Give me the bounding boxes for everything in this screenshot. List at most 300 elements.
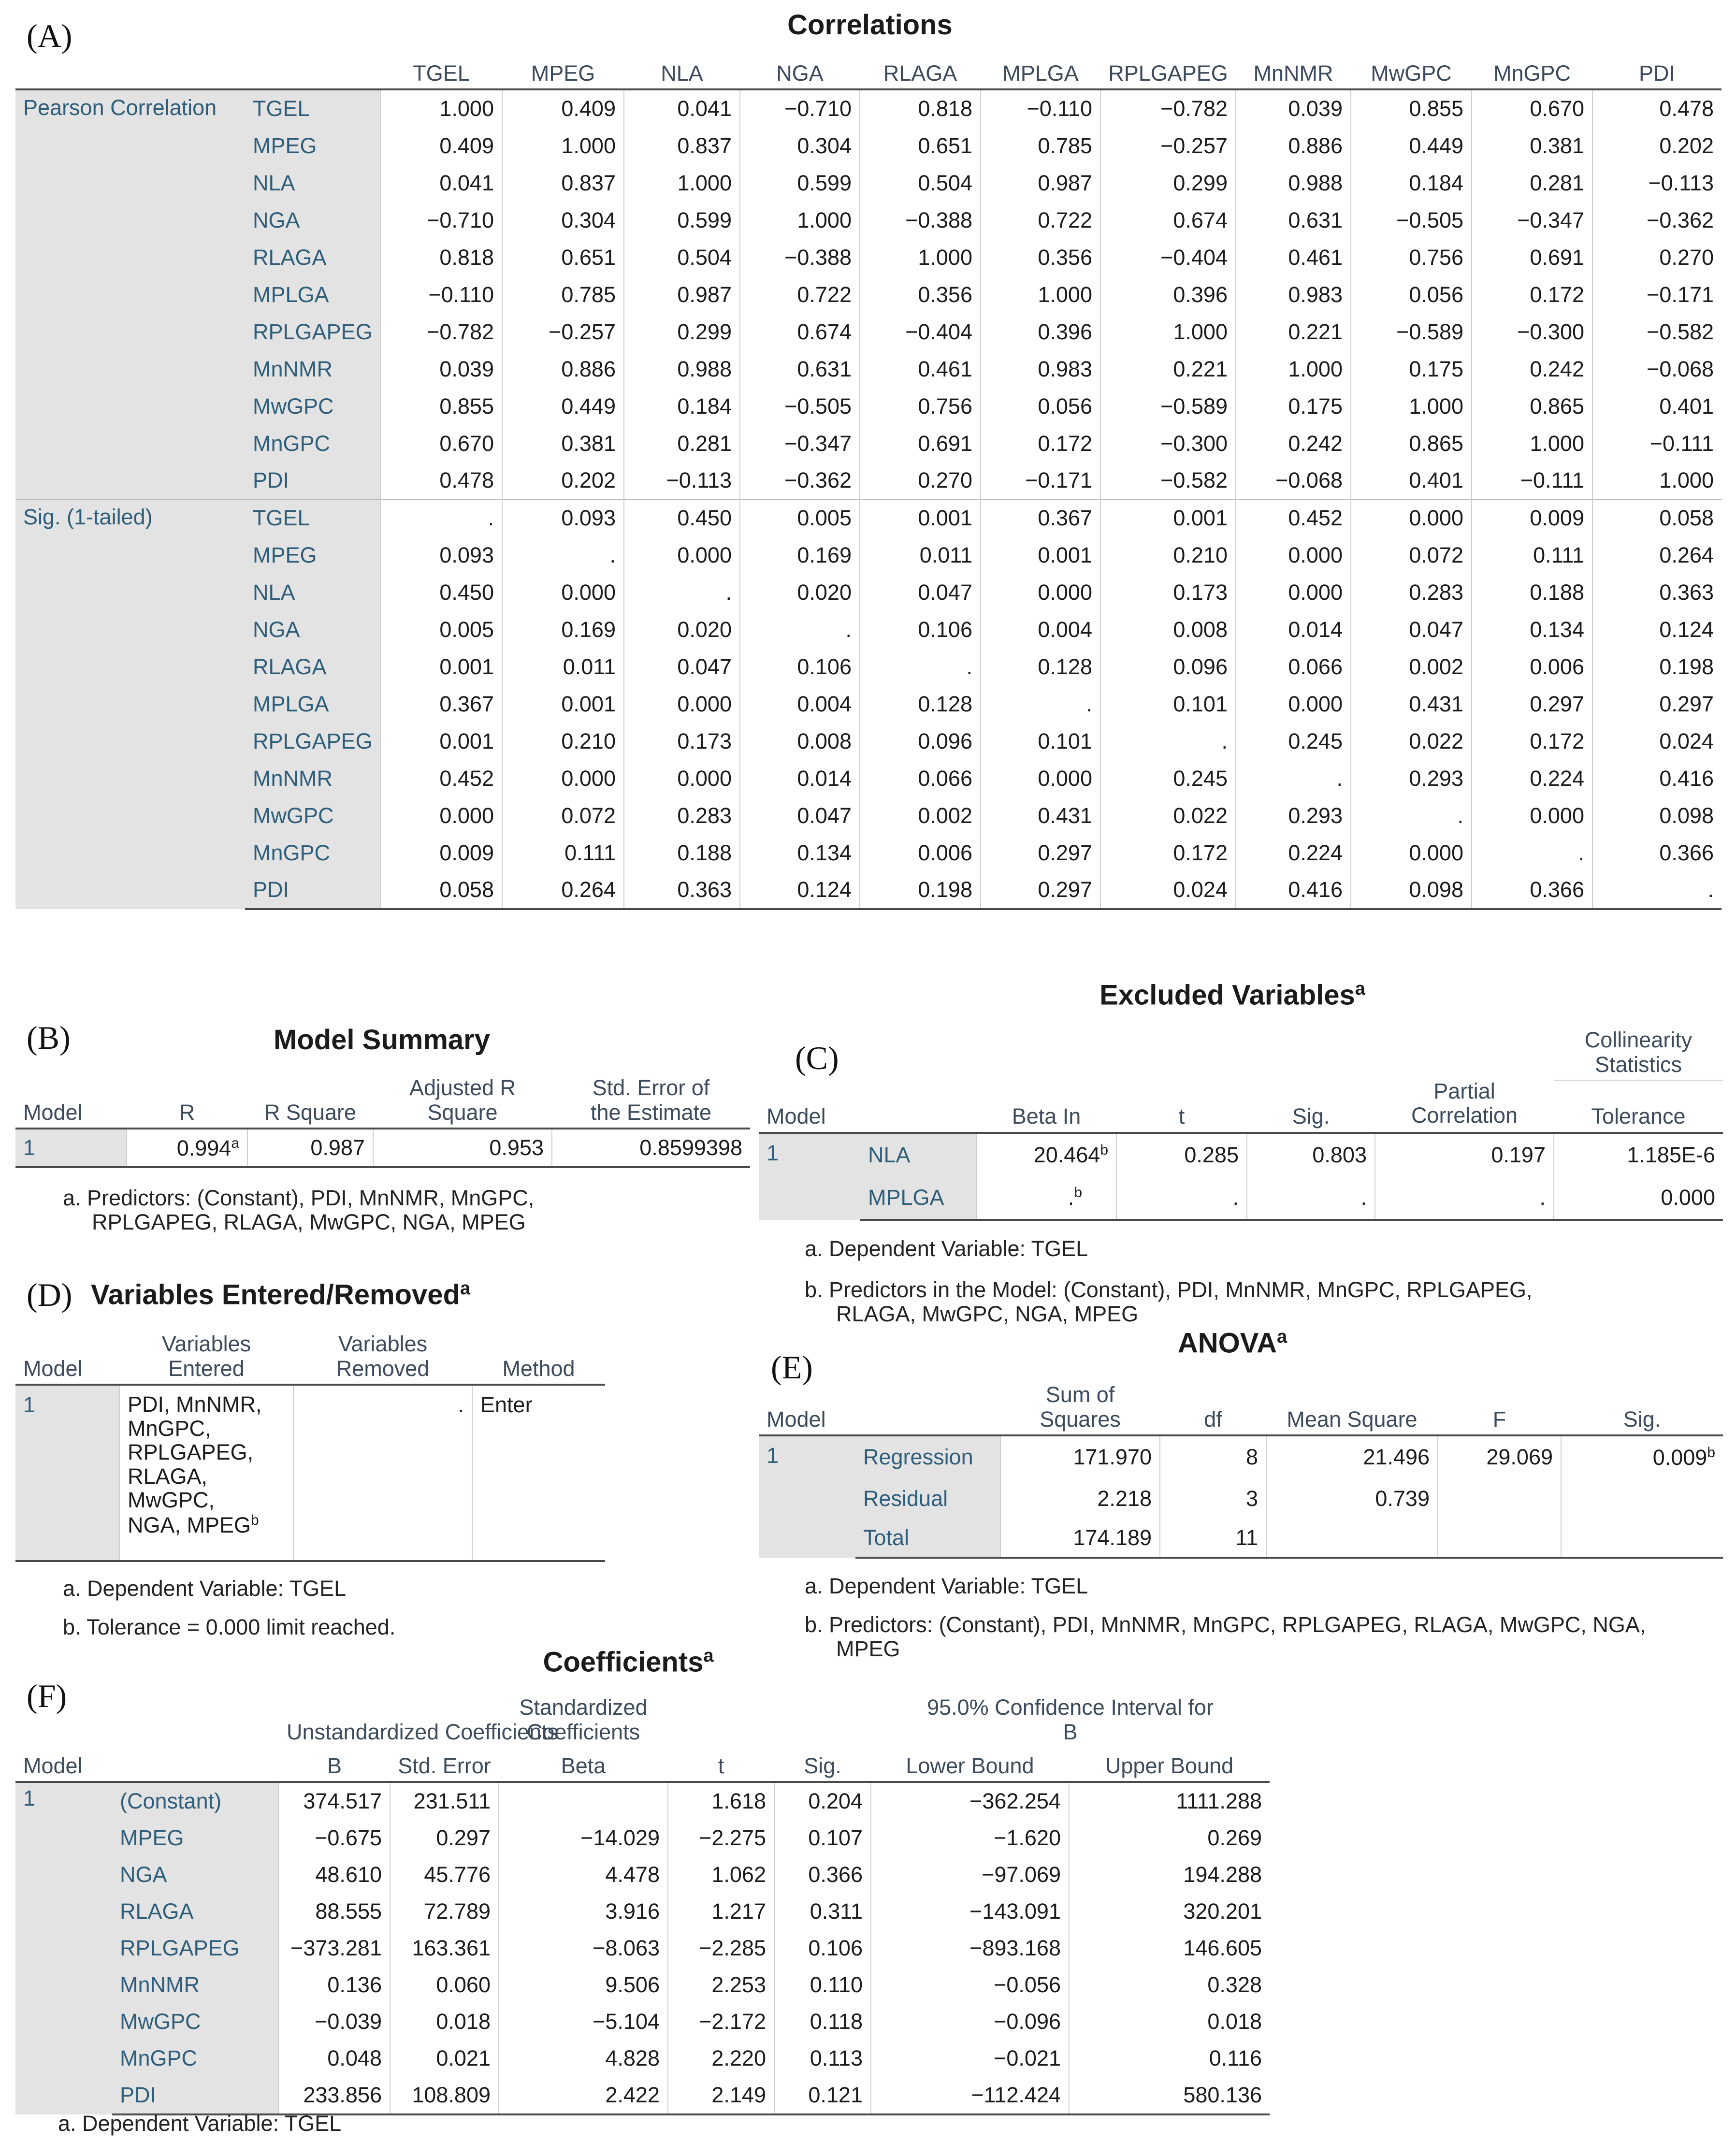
corr-row bbox=[15, 202, 1722, 239]
cf-row bbox=[15, 2040, 1270, 2077]
corr-cell: 0.001 bbox=[380, 648, 502, 685]
an-note-b-1: b. Predictors: (Constant), PDI, MnNMR, MnGPC, RPLGAPEG, RLAGA, MwGPC, NGA, bbox=[805, 1612, 1646, 1637]
panel-label-d: (D) bbox=[27, 1276, 72, 1313]
corr-row bbox=[15, 574, 1722, 611]
coefficients-title-text: Coefficients bbox=[543, 1646, 704, 1678]
ex-t: . bbox=[1116, 1176, 1247, 1220]
corr-row-label: MnGPC bbox=[245, 834, 380, 871]
corr-cell: −0.113 bbox=[624, 462, 740, 499]
corr-cell: . bbox=[624, 574, 740, 611]
corr-cell: 0.175 bbox=[1236, 388, 1351, 425]
ex-note-a: a. Dependent Variable: TGEL bbox=[805, 1236, 1088, 1261]
corr-cell: −0.388 bbox=[740, 239, 860, 276]
ex-note-b-1: b. Predictors in the Model: (Constant), PDI, MnNMR, MnGPC, RPLGAPEG, bbox=[805, 1277, 1533, 1302]
corr-cell: 0.242 bbox=[1236, 425, 1351, 462]
corr-cell: 0.001 bbox=[981, 536, 1100, 574]
corr-cell: −0.782 bbox=[380, 313, 502, 350]
corr-cell: 0.202 bbox=[502, 462, 624, 499]
cf-cell-beta: 9.506 bbox=[499, 1967, 668, 2003]
corr-cell: 0.004 bbox=[981, 611, 1100, 648]
corr-col-header: RLAGA bbox=[860, 48, 981, 89]
an-f: 29.069 bbox=[1438, 1435, 1561, 1478]
cf-header-ci bbox=[871, 1687, 1270, 1747]
corr-cell: 0.363 bbox=[1592, 574, 1722, 611]
corr-cell: 0.188 bbox=[624, 834, 740, 871]
cf-cell-beta: 4.828 bbox=[499, 2040, 668, 2077]
corr-cell: . bbox=[981, 685, 1100, 723]
corr-row-label: MPEG bbox=[245, 127, 380, 164]
corr-cell: 0.093 bbox=[380, 536, 502, 574]
corr-row-label: TGEL bbox=[245, 89, 380, 127]
ex-header-sig: Sig. bbox=[1247, 1080, 1375, 1133]
corr-cell: 0.674 bbox=[1100, 202, 1236, 239]
corr-cell: −0.111 bbox=[1592, 425, 1722, 462]
cf-header-blank bbox=[15, 1687, 112, 1747]
corr-cell: 0.047 bbox=[624, 648, 740, 685]
corr-row bbox=[15, 536, 1722, 574]
er-method: Enter bbox=[472, 1385, 605, 1561]
corr-cell: 0.009 bbox=[380, 834, 502, 871]
corr-cell: 0.242 bbox=[1472, 350, 1592, 388]
er-header-entered-2: Entered bbox=[168, 1356, 245, 1381]
corr-cell: 0.396 bbox=[1100, 276, 1236, 313]
ms-std-error: 0.8599398 bbox=[552, 1129, 750, 1167]
corr-col-header: NLA bbox=[624, 48, 740, 89]
corr-row bbox=[15, 239, 1722, 276]
entered-title-sup: a bbox=[460, 1278, 471, 1299]
corr-cell: −0.710 bbox=[380, 202, 502, 239]
an-row bbox=[759, 1519, 1723, 1558]
corr-row bbox=[15, 797, 1722, 834]
corr-cell: 0.221 bbox=[1100, 350, 1236, 388]
cf-cell-t: 2.149 bbox=[668, 2077, 774, 2114]
corr-cell: 0.000 bbox=[624, 685, 740, 723]
panel-label-c: (C) bbox=[795, 1040, 839, 1076]
er-header-model: Model bbox=[15, 1322, 119, 1385]
corr-row bbox=[15, 499, 1722, 536]
er-entered-line: MnGPC, bbox=[128, 1416, 211, 1441]
panel-label-a: (A) bbox=[27, 17, 72, 54]
corr-cell: 0.865 bbox=[1472, 388, 1592, 425]
excluded-title bbox=[1063, 979, 1402, 1011]
ms-adj-r-square: 0.953 bbox=[373, 1129, 552, 1167]
corr-cell: 1.000 bbox=[1472, 425, 1592, 462]
corr-cell: 0.722 bbox=[740, 276, 860, 313]
corr-cell: 0.270 bbox=[860, 462, 981, 499]
corr-cell: 0.651 bbox=[502, 239, 624, 276]
corr-cell: 0.058 bbox=[1592, 499, 1722, 536]
corr-cell: 0.124 bbox=[1592, 611, 1722, 648]
corr-row-label: MnNMR bbox=[245, 350, 380, 388]
ex-header-var bbox=[860, 1080, 976, 1133]
ex-beta-sup: b bbox=[1074, 1185, 1082, 1201]
corr-cell: 0.283 bbox=[1351, 574, 1472, 611]
corr-cell: 1.000 bbox=[981, 276, 1100, 313]
ex-header-blank bbox=[759, 1025, 860, 1080]
corr-cell: 0.172 bbox=[981, 425, 1100, 462]
corr-cell: 0.210 bbox=[502, 723, 624, 760]
corr-row-label: TGEL bbox=[245, 499, 380, 536]
corr-cell: 0.221 bbox=[1236, 313, 1351, 350]
corr-cell: . bbox=[380, 499, 502, 536]
corr-cell: 0.184 bbox=[624, 388, 740, 425]
corr-cell: −0.171 bbox=[1592, 276, 1722, 313]
ex-row bbox=[759, 1133, 1723, 1176]
corr-cell: 0.169 bbox=[740, 536, 860, 574]
corr-row-label: RPLGAPEG bbox=[245, 313, 380, 350]
cf-header-sig: Sig. bbox=[774, 1747, 871, 1782]
corr-cell: 0.101 bbox=[1100, 685, 1236, 723]
corr-cell: 0.987 bbox=[624, 276, 740, 313]
corr-row-label: MPEG bbox=[245, 536, 380, 574]
corr-cell: 0.396 bbox=[981, 313, 1100, 350]
cf-cell-sig: 0.110 bbox=[774, 1967, 871, 2003]
cf-var: MnGPC bbox=[112, 2040, 279, 2077]
corr-row bbox=[15, 425, 1722, 462]
corr-cell: −0.113 bbox=[1592, 164, 1722, 202]
corr-cell: 0.111 bbox=[502, 834, 624, 871]
corr-cell: 0.670 bbox=[1472, 89, 1592, 127]
corr-cell: 0.865 bbox=[1351, 425, 1472, 462]
er-header-method: Method bbox=[472, 1322, 605, 1385]
corr-cell: 0.452 bbox=[1236, 499, 1351, 536]
corr-cell: 0.000 bbox=[380, 797, 502, 834]
corr-cell: 1.000 bbox=[624, 164, 740, 202]
corr-cell: . bbox=[502, 536, 624, 574]
an-header-sig: Sig. bbox=[1561, 1375, 1723, 1435]
corr-cell: 0.002 bbox=[860, 797, 981, 834]
ms-note-a-2: RPLGAPEG, RLAGA, MwGPC, NGA, MPEG bbox=[92, 1210, 526, 1234]
corr-col-header: NGA bbox=[740, 48, 860, 89]
corr-cell: 0.106 bbox=[860, 611, 981, 648]
ex-partial: . bbox=[1375, 1176, 1554, 1220]
corr-cell: −0.300 bbox=[1100, 425, 1236, 462]
corr-row bbox=[15, 313, 1722, 350]
corr-row bbox=[15, 89, 1722, 127]
cf-var: (Constant) bbox=[112, 1782, 279, 1820]
an-ms: 0.739 bbox=[1266, 1478, 1438, 1519]
corr-cell: 0.449 bbox=[1351, 127, 1472, 164]
correlations-title: Correlations bbox=[787, 9, 953, 41]
corr-cell: −0.582 bbox=[1592, 313, 1722, 350]
corr-cell: 0.449 bbox=[502, 388, 624, 425]
corr-cell: . bbox=[1100, 723, 1236, 760]
corr-row-label: MPLGA bbox=[245, 685, 380, 723]
cf-cell-se: 163.361 bbox=[390, 1930, 499, 1967]
ex-header-coll-1: Collinearity bbox=[1584, 1028, 1693, 1053]
corr-cell: −0.257 bbox=[502, 313, 624, 350]
corr-cell: 0.172 bbox=[1472, 723, 1592, 760]
cf-cell-t: 2.253 bbox=[668, 1967, 774, 2003]
corr-row-label: NGA bbox=[245, 611, 380, 648]
corr-cell: 0.001 bbox=[1100, 499, 1236, 536]
corr-cell: 0.983 bbox=[981, 350, 1100, 388]
an-row bbox=[759, 1435, 1723, 1478]
cf-cell-beta: −14.029 bbox=[499, 1820, 668, 1856]
cf-cell-sig: 0.113 bbox=[774, 2040, 871, 2077]
cf-cell-t: −2.172 bbox=[668, 2003, 774, 2040]
cf-header-upper: Upper Bound bbox=[1069, 1747, 1270, 1782]
cf-cell-t: 1.062 bbox=[668, 1856, 774, 1893]
cf-cell-se: 108.809 bbox=[390, 2077, 499, 2114]
cf-cell-sig: 0.118 bbox=[774, 2003, 871, 2040]
corr-cell: . bbox=[860, 648, 981, 685]
er-note-b: b. Tolerance = 0.000 limit reached. bbox=[63, 1615, 396, 1639]
er-entered-line: NGA, MPEG bbox=[128, 1512, 251, 1537]
corr-row-label: RLAGA bbox=[245, 648, 380, 685]
corr-cell: 0.005 bbox=[380, 611, 502, 648]
anova-wrap bbox=[759, 1375, 1723, 1559]
corr-cell: 0.299 bbox=[624, 313, 740, 350]
cf-cell-se: 45.776 bbox=[390, 1856, 499, 1893]
cf-header-var bbox=[112, 1747, 279, 1782]
an-header-ss-2: Squares bbox=[1040, 1406, 1121, 1432]
corr-cell: 0.599 bbox=[624, 202, 740, 239]
ms-header-adj-r-square bbox=[373, 1071, 552, 1129]
corr-row bbox=[15, 648, 1722, 685]
corr-row-label: MnGPC bbox=[245, 425, 380, 462]
cf-cell-se: 0.060 bbox=[390, 1967, 499, 2003]
corr-cell: 0.014 bbox=[740, 760, 860, 797]
corr-cell: 0.855 bbox=[380, 388, 502, 425]
cf-cell-se: 231.511 bbox=[390, 1782, 499, 1820]
corr-row bbox=[15, 350, 1722, 388]
ms-note-a-1: a. Predictors: (Constant), PDI, MnNMR, MnGPC, bbox=[63, 1186, 535, 1210]
corr-row-label: MPLGA bbox=[245, 276, 380, 313]
coefficients-title-sup: a bbox=[703, 1646, 714, 1666]
cf-header-std-1: Standardized bbox=[519, 1695, 648, 1720]
corr-cell: 0.008 bbox=[740, 723, 860, 760]
corr-row-label: MnNMR bbox=[245, 760, 380, 797]
cf-header-std-error: Std. Error bbox=[390, 1747, 499, 1782]
an-header-f: F bbox=[1438, 1375, 1561, 1435]
corr-cell: 0.172 bbox=[1472, 276, 1592, 313]
cf-cell-lower: −893.168 bbox=[871, 1930, 1069, 1967]
corr-row-label: PDI bbox=[245, 871, 380, 909]
an-note-b-2: MPEG bbox=[836, 1636, 900, 1661]
cf-header-lower: Lower Bound bbox=[871, 1747, 1069, 1782]
cf-row bbox=[15, 1820, 1270, 1856]
anova-table bbox=[759, 1375, 1723, 1559]
corr-cell: 0.299 bbox=[1100, 164, 1236, 202]
corr-col-header: MnNMR bbox=[1236, 48, 1351, 89]
cf-cell-t: 2.220 bbox=[668, 2040, 774, 2077]
ex-beta-in-value: . bbox=[1068, 1185, 1074, 1210]
corr-body bbox=[15, 89, 1722, 909]
an-header-source bbox=[855, 1375, 1000, 1435]
corr-col-header: MPLGA bbox=[981, 48, 1100, 89]
corr-cell: 0.270 bbox=[1592, 239, 1722, 276]
excluded-title-text: Excluded Variables bbox=[1099, 979, 1355, 1011]
cf-header-beta: Beta bbox=[499, 1747, 668, 1782]
er-entered-line: MwGPC, bbox=[128, 1488, 215, 1512]
corr-cell: 0.381 bbox=[502, 425, 624, 462]
corr-cell: 0.670 bbox=[380, 425, 502, 462]
er-model: 1 bbox=[15, 1385, 119, 1561]
corr-cell: 0.047 bbox=[1351, 611, 1472, 648]
corr-cell: 0.173 bbox=[1100, 574, 1236, 611]
corr-cell: 0.056 bbox=[1351, 276, 1472, 313]
ex-header-partial-2: Correlation bbox=[1411, 1103, 1518, 1128]
entered-title bbox=[91, 1278, 470, 1311]
corr-cell: 0.987 bbox=[981, 164, 1100, 202]
corr-cell: 1.000 bbox=[1351, 388, 1472, 425]
corr-cell: 0.000 bbox=[502, 574, 624, 611]
ex-tolerance: 0.000 bbox=[1554, 1176, 1723, 1220]
corr-cell: 0.024 bbox=[1592, 723, 1722, 760]
corr-cell: 0.072 bbox=[1351, 536, 1472, 574]
cf-note-a: a. Dependent Variable: TGEL bbox=[58, 2111, 342, 2136]
corr-cell: 0.001 bbox=[860, 499, 981, 536]
corr-cell: 0.041 bbox=[380, 164, 502, 202]
an-row bbox=[759, 1478, 1723, 1519]
cf-row bbox=[15, 1893, 1270, 1930]
ex-tolerance: 1.185E-6 bbox=[1554, 1133, 1723, 1176]
corr-cell: 0.504 bbox=[624, 239, 740, 276]
corr-cell: 0.304 bbox=[740, 127, 860, 164]
corr-cell: 0.011 bbox=[502, 648, 624, 685]
corr-col-header: MnGPC bbox=[1472, 48, 1592, 89]
an-header-model: Model bbox=[759, 1375, 855, 1435]
corr-cell: 0.000 bbox=[624, 760, 740, 797]
cf-cell-lower: −0.021 bbox=[871, 2040, 1069, 2077]
corr-cell: 0.072 bbox=[502, 797, 624, 834]
cf-cell-upper: 194.288 bbox=[1069, 1856, 1270, 1893]
an-df: 3 bbox=[1160, 1478, 1266, 1519]
corr-cell: 0.818 bbox=[380, 239, 502, 276]
cf-cell-upper: 0.269 bbox=[1069, 1820, 1270, 1856]
corr-row-label: MwGPC bbox=[245, 797, 380, 834]
corr-cell: 0.169 bbox=[502, 611, 624, 648]
cf-model: 1 bbox=[15, 1782, 112, 2114]
ex-header-blank-5 bbox=[1247, 1025, 1375, 1080]
corr-cell: 0.002 bbox=[1351, 648, 1472, 685]
corr-cell: 0.000 bbox=[1236, 536, 1351, 574]
cf-cell-beta bbox=[499, 1782, 668, 1820]
corr-cell: 0.093 bbox=[502, 499, 624, 536]
corr-row-label: RPLGAPEG bbox=[245, 723, 380, 760]
corr-cell: −0.110 bbox=[981, 89, 1100, 127]
cf-header-blank-4 bbox=[774, 1687, 871, 1747]
an-ms: 21.496 bbox=[1266, 1435, 1438, 1478]
er-entered-line: PDI, MnNMR, bbox=[128, 1392, 262, 1417]
ex-beta-in bbox=[976, 1133, 1116, 1176]
cf-cell-beta: 2.422 bbox=[499, 2077, 668, 2114]
corr-row bbox=[15, 276, 1722, 313]
corr-cell: 0.066 bbox=[860, 760, 981, 797]
corr-cell: 0.066 bbox=[1236, 648, 1351, 685]
corr-cell: 0.988 bbox=[624, 350, 740, 388]
corr-row-label: RLAGA bbox=[245, 239, 380, 276]
cf-cell-sig: 0.311 bbox=[774, 1893, 871, 1930]
corr-cell: −0.589 bbox=[1100, 388, 1236, 425]
cf-body bbox=[15, 1782, 1270, 2114]
corr-cell: −0.110 bbox=[380, 276, 502, 313]
ex-header-tolerance: Tolerance bbox=[1554, 1080, 1723, 1133]
corr-cell: 0.504 bbox=[860, 164, 981, 202]
corr-cell: 0.366 bbox=[1592, 834, 1722, 871]
cf-header-unstd: Unstandardized Coefficients bbox=[287, 1719, 558, 1744]
an-sig-sup: b bbox=[1707, 1444, 1715, 1461]
cf-var: NGA bbox=[112, 1856, 279, 1893]
corr-row bbox=[15, 164, 1722, 202]
ex-header-blank-3 bbox=[976, 1025, 1116, 1080]
corr-row bbox=[15, 127, 1722, 164]
cf-var: MPEG bbox=[112, 1820, 279, 1856]
corr-cell: 0.756 bbox=[860, 388, 981, 425]
ms-header-adj-r-2: Square bbox=[427, 1100, 498, 1125]
corr-cell: 0.409 bbox=[380, 127, 502, 164]
corr-cell: −0.171 bbox=[981, 462, 1100, 499]
cf-row bbox=[15, 1930, 1270, 1967]
ex-partial: 0.197 bbox=[1375, 1133, 1554, 1176]
corr-cell: 1.000 bbox=[502, 127, 624, 164]
an-ms bbox=[1266, 1519, 1438, 1558]
corr-cell: 0.008 bbox=[1100, 611, 1236, 648]
corr-cell: 0.409 bbox=[502, 89, 624, 127]
cf-cell-b: −0.039 bbox=[279, 2003, 390, 2040]
ex-row bbox=[759, 1176, 1723, 1220]
anova-title-text: ANOVA bbox=[1177, 1327, 1277, 1359]
ex-sig: . bbox=[1247, 1176, 1375, 1220]
cf-cell-upper: 580.136 bbox=[1069, 2077, 1270, 2114]
er-header-entered-1: Variables bbox=[161, 1332, 251, 1357]
cf-cell-t: −2.285 bbox=[668, 1930, 774, 1967]
ex-model: 1 bbox=[759, 1133, 860, 1220]
corr-cell: 0.098 bbox=[1351, 871, 1472, 909]
panel-label-e: (E) bbox=[771, 1349, 813, 1386]
model-summary-wrap bbox=[15, 1071, 750, 1168]
an-df: 11 bbox=[1160, 1519, 1266, 1558]
an-sig-value: 0.009 bbox=[1652, 1445, 1707, 1470]
corr-cell: 0.264 bbox=[1592, 536, 1722, 574]
corr-cell: −0.388 bbox=[860, 202, 981, 239]
cf-cell-t: 1.618 bbox=[668, 1782, 774, 1820]
an-ss: 2.218 bbox=[1000, 1478, 1160, 1519]
cf-cell-b: 374.517 bbox=[279, 1782, 390, 1820]
er-removed: . bbox=[293, 1385, 472, 1561]
corr-cell: 0.006 bbox=[1472, 648, 1592, 685]
ex-header-model: Model bbox=[759, 1080, 860, 1133]
cf-cell-b: 0.136 bbox=[279, 1967, 390, 2003]
corr-cell: 0.363 bbox=[624, 871, 740, 909]
corr-cell: −0.404 bbox=[860, 313, 981, 350]
corr-cell: 0.111 bbox=[1472, 536, 1592, 574]
ex-t: 0.285 bbox=[1116, 1133, 1247, 1176]
corr-cell: 0.651 bbox=[860, 127, 981, 164]
corr-cell: 0.837 bbox=[502, 164, 624, 202]
excluded-title-sup: a bbox=[1355, 979, 1365, 999]
corr-cell: 0.000 bbox=[624, 536, 740, 574]
corr-cell: 1.000 bbox=[380, 89, 502, 127]
cf-cell-se: 0.018 bbox=[390, 2003, 499, 2040]
cf-cell-lower: −112.424 bbox=[871, 2077, 1069, 2114]
corr-cell: 0.006 bbox=[860, 834, 981, 871]
corr-cell: 0.293 bbox=[1351, 760, 1472, 797]
cf-cell-b: 88.555 bbox=[279, 1893, 390, 1930]
ms-row bbox=[15, 1129, 750, 1167]
corr-cell: 0.039 bbox=[1236, 89, 1351, 127]
corr-cell: 1.000 bbox=[740, 202, 860, 239]
cf-header-blank-3 bbox=[668, 1687, 774, 1747]
corr-cell: −0.582 bbox=[1100, 462, 1236, 499]
cf-header-blank-2 bbox=[112, 1687, 279, 1747]
corr-cell: 0.000 bbox=[1236, 685, 1351, 723]
an-header-ss bbox=[1000, 1375, 1160, 1435]
corr-cell: 0.000 bbox=[1351, 834, 1472, 871]
model-summary-title: Model Summary bbox=[274, 1024, 490, 1056]
corr-cell: 0.224 bbox=[1472, 760, 1592, 797]
